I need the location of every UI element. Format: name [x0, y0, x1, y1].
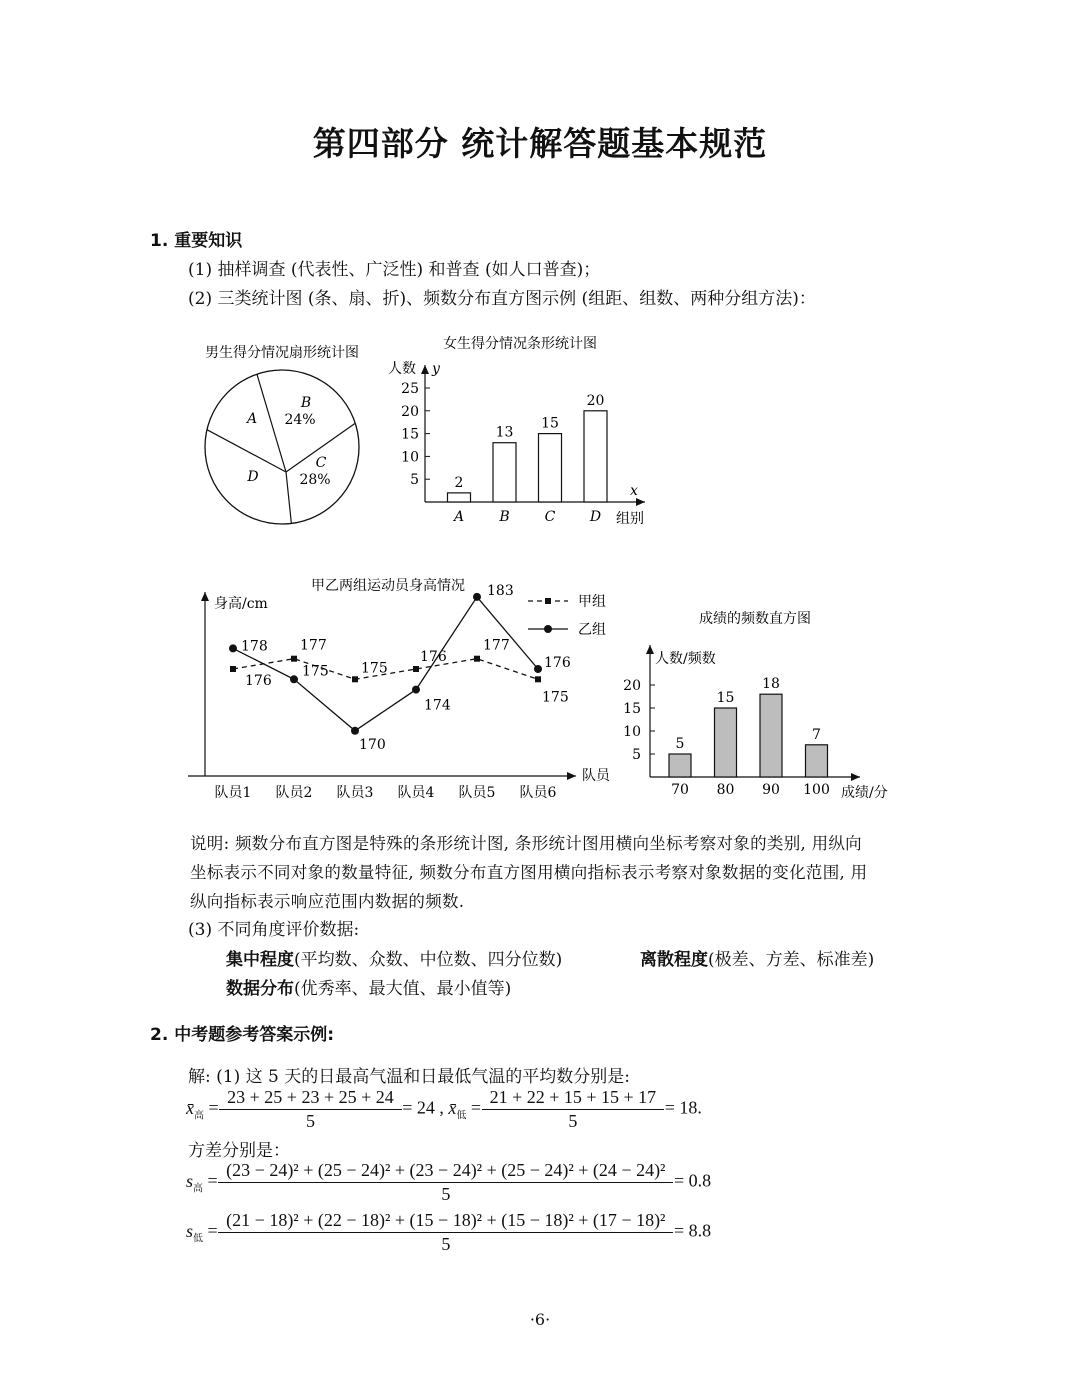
- line-group: [188, 583, 611, 801]
- line-series-1-label-3: 175: [361, 660, 388, 677]
- hist-xlabel: 成绩/分: [841, 785, 888, 801]
- pie-outline: [205, 370, 359, 524]
- hist-x-axis-arrow: [851, 773, 860, 781]
- bar1-y-axis-arrow: [421, 365, 429, 374]
- hist-ylabel: 人数/频数: [655, 651, 716, 667]
- pie-slice-percent-b: 24%: [284, 412, 316, 428]
- bar1-bar-a: [448, 493, 471, 502]
- mean-high-result: = 24 ,: [402, 1097, 444, 1118]
- variance-low-formula: $s_低$ = (21 − 18)² + (22 − 18)² + (15 − 18)² + (15 − 18)² + (17 − 18)² 5 = 8.8: [186, 1210, 712, 1254]
- line-category-5: 队员5: [458, 785, 496, 801]
- hist-category-90: 90: [762, 782, 780, 798]
- hist-title: 成绩的频数直方图: [699, 611, 811, 627]
- pie-slice-label-b: B: [300, 395, 312, 411]
- var-low-fraction: (21 − 18)² + (22 − 18)² + (15 − 18)² + (15 − 18)² + (17 − 18)² 5: [222, 1210, 669, 1255]
- line-series-1-point-1: [230, 666, 236, 672]
- line-series-2-point-4: [412, 686, 420, 694]
- bar1-value-label-a: 2: [454, 474, 464, 491]
- line-series-2-point-5: [473, 593, 481, 601]
- item-2-text: (2) 三类统计图 (条、扇、折)、频数分布直方图示例 (组距、组数、两种分组方法)：: [188, 289, 816, 309]
- dispersion-detail: (极差、方差、标准差): [708, 950, 875, 970]
- var-high-symbol: $s_高$: [186, 1170, 204, 1195]
- hist-value-label-70: 5: [675, 736, 685, 752]
- variance-high-formula: $s_高$ = (23 − 24)² + (25 − 24)² + (23 − 24)² + (25 − 24)² + (24 − 24)² 5 = 0.8: [186, 1160, 712, 1204]
- mean-low-fraction: $\frac{21 + 22 + 15 + 15 + 17}{5}$: [486, 1087, 661, 1132]
- line-legend-1-marker: [545, 598, 551, 604]
- page-title: 第四部分 统计解答题基本规范: [312, 124, 768, 163]
- mean-formula: $x̄_高$ = $\frac{23 + 25 + 23 + 25 + 24}{5}$ = 24 , $x̄_低$ = $\frac{21 + 22 + 15 + 15 + 17}{5}$ = 18.: [186, 1087, 702, 1131]
- bar1-ytick-label-10: 10: [401, 449, 419, 466]
- bar1-ytick-label-5: 5: [410, 472, 419, 489]
- line-x-axis-arrow: [567, 772, 576, 780]
- hist-category-100: 100: [803, 782, 830, 798]
- pie-group: [205, 370, 359, 524]
- central-detail: (平均数、众数、中位数、四分位数): [294, 950, 563, 970]
- line-category-4: 队员4: [397, 785, 435, 801]
- line-series-2-label-4: 174: [424, 697, 451, 714]
- var-low-result: = 8.8: [673, 1220, 712, 1241]
- bar1-xlabel: 组别: [616, 511, 644, 527]
- bar1-yvar: y: [432, 361, 440, 377]
- hist-value-label-80: 15: [716, 690, 735, 706]
- bar1-bar-b: [493, 443, 516, 502]
- hist-ytick-label-15: 15: [623, 701, 641, 717]
- line-y-axis-arrow: [201, 592, 209, 601]
- hist-ytick-label-10: 10: [623, 724, 641, 740]
- pie-chart: [190, 335, 400, 535]
- dispersion-line: [640, 945, 874, 970]
- var-high-result: = 0.8: [673, 1170, 712, 1191]
- bar1-group: [388, 360, 645, 527]
- bar1-value-label-b: 13: [495, 424, 514, 441]
- section-1-heading: 1. 重要知识: [150, 231, 243, 251]
- line-series-1-label-4: 176: [420, 649, 447, 665]
- central-tendency-line: [226, 945, 562, 970]
- pie-boundary-cd: [286, 472, 291, 523]
- hist-ytick-label-20: 20: [623, 678, 641, 694]
- line-series-2-point-2: [290, 675, 298, 683]
- pie-boundary-da: [207, 430, 286, 472]
- hist-y-axis-arrow: [646, 645, 654, 654]
- line-title: 甲乙两组运动员身高情况: [311, 578, 465, 594]
- bar1-category-b: B: [499, 509, 510, 525]
- pie-slice-label-c: C: [315, 455, 327, 471]
- line-series-1-point-2: [291, 656, 297, 662]
- bar1-category-d: D: [589, 509, 602, 525]
- line-series-2-point-1: [229, 644, 237, 652]
- line-series-1-label-2: 177: [300, 637, 327, 654]
- distribution-line: [226, 974, 511, 999]
- section-2-heading: 2. 中考题参考答案示例:: [150, 1025, 335, 1045]
- bar1-title: 女生得分情况条形统计图: [443, 336, 597, 352]
- line-legend-2-marker: [544, 625, 552, 633]
- line-category-1: 队员1: [214, 785, 252, 801]
- item-3-text: (3) 不同角度评价数据:: [188, 920, 360, 940]
- line-category-3: 队员3: [336, 785, 374, 801]
- item-1-text: (1) 抽样调查 (代表性、广泛性) 和普查 (如人口普查)；: [188, 260, 601, 280]
- line-chart: [188, 570, 628, 805]
- bar1-x-axis-arrow: [636, 498, 645, 506]
- bar1-value-label-c: 15: [541, 415, 559, 432]
- mean-low-var: $x̄_低$: [448, 1097, 467, 1122]
- line-series-1-label-1: 176: [245, 673, 272, 689]
- hist-group: [623, 645, 888, 801]
- solution-line-2: 方差分别是：: [188, 1141, 290, 1161]
- note-line-2: 坐标表示不同对象的数量特征, 频数分布直方图用横向指标表示考察对象数据的变化范围, 用: [190, 863, 868, 882]
- bar1-category-c: C: [544, 509, 556, 525]
- hist-category-80: 80: [716, 782, 735, 798]
- bar-chart-female: [380, 330, 660, 530]
- hist-ytick-label-5: 5: [632, 747, 641, 763]
- mean-low-result: = 18.: [664, 1097, 702, 1118]
- line-series-2-point-6: [534, 665, 542, 673]
- bar1-value-label-d: 20: [586, 392, 605, 409]
- line-series-2-label-1: 178: [241, 638, 268, 655]
- var-high-fraction: (23 − 24)² + (25 − 24)² + (23 − 24)² + (25 − 24)² + (24 − 24)² 5: [222, 1160, 669, 1205]
- histogram-chart: [615, 605, 905, 805]
- note-line-3: 纵向指标表示响应范围内数据的频数.: [190, 892, 465, 911]
- line-category-6: 队员6: [519, 785, 557, 801]
- bar1-category-a: A: [453, 509, 465, 525]
- solution-line-1: 解: (1) 这 5 天的日最高气温和日最低气温的平均数分别是:: [188, 1067, 630, 1087]
- hist-value-label-90: 18: [762, 676, 780, 693]
- pie-boundary-ab: [257, 374, 286, 472]
- line-series-2-point-3: [351, 727, 359, 735]
- pie-slice-percent-c: 28%: [299, 472, 331, 488]
- distribution-detail: (优秀率、最大值、最小值等): [294, 979, 512, 999]
- line-series-1-point-3: [352, 676, 358, 682]
- bar1-ytick-label-20: 20: [401, 403, 419, 420]
- bar1-bar-d: [584, 411, 607, 502]
- line-xlabel: 队员: [582, 768, 610, 784]
- hist-category-70: 70: [671, 782, 689, 798]
- line-series-1-point-5: [474, 656, 480, 662]
- hist-value-label-100: 7: [812, 726, 821, 743]
- bar1-ytick-label-15: 15: [401, 426, 419, 443]
- line-series-1-label-5: 177: [483, 637, 510, 654]
- line-series-2-label-5: 183: [487, 582, 514, 599]
- mean-high-fraction: $\frac{23 + 25 + 23 + 25 + 24}{5}$: [223, 1087, 398, 1132]
- line-ylabel: 身高/cm: [214, 596, 268, 612]
- bar1-bar-c: [539, 434, 562, 502]
- distribution-label: 数据分布: [226, 979, 294, 999]
- var-low-symbol: $s_低$: [186, 1220, 204, 1245]
- hist-bar-90: [760, 694, 782, 777]
- page-number: ·6·: [529, 1310, 551, 1329]
- line-series-1-point-4: [413, 666, 419, 672]
- pie-slice-label-a: A: [246, 411, 258, 427]
- central-label: 集中程度: [226, 950, 294, 970]
- hist-bar-70: [669, 754, 691, 777]
- bar1-xvar: x: [630, 483, 638, 499]
- bar1-ylabel: 人数: [388, 361, 416, 377]
- line-legend-1-label: 甲组: [578, 594, 606, 610]
- line-series-1-point-6: [535, 676, 541, 682]
- dispersion-label: 离散程度: [640, 950, 708, 970]
- mean-high-var: $x̄_高$: [186, 1097, 204, 1122]
- pie-slice-label-d: D: [247, 469, 259, 485]
- hist-bar-80: [715, 708, 737, 777]
- hist-bar-100: [806, 745, 828, 777]
- pie-title: 男生得分情况扇形统计图: [205, 345, 359, 361]
- line-category-2: 队员2: [275, 785, 313, 801]
- bar1-ytick-label-25: 25: [401, 381, 419, 397]
- line-series-2-label-2: 175: [302, 663, 329, 680]
- note-line-1: 说明: 频数分布直方图是特殊的条形统计图, 条形统计图用横向坐标考察对象的类别, 用纵向: [190, 834, 862, 853]
- line-series-2-label-3: 170: [359, 736, 386, 753]
- line-series-2-label-6: 176: [544, 655, 571, 671]
- line-series-1-label-6: 175: [542, 689, 569, 706]
- line-legend-2-label: 乙组: [578, 622, 606, 638]
